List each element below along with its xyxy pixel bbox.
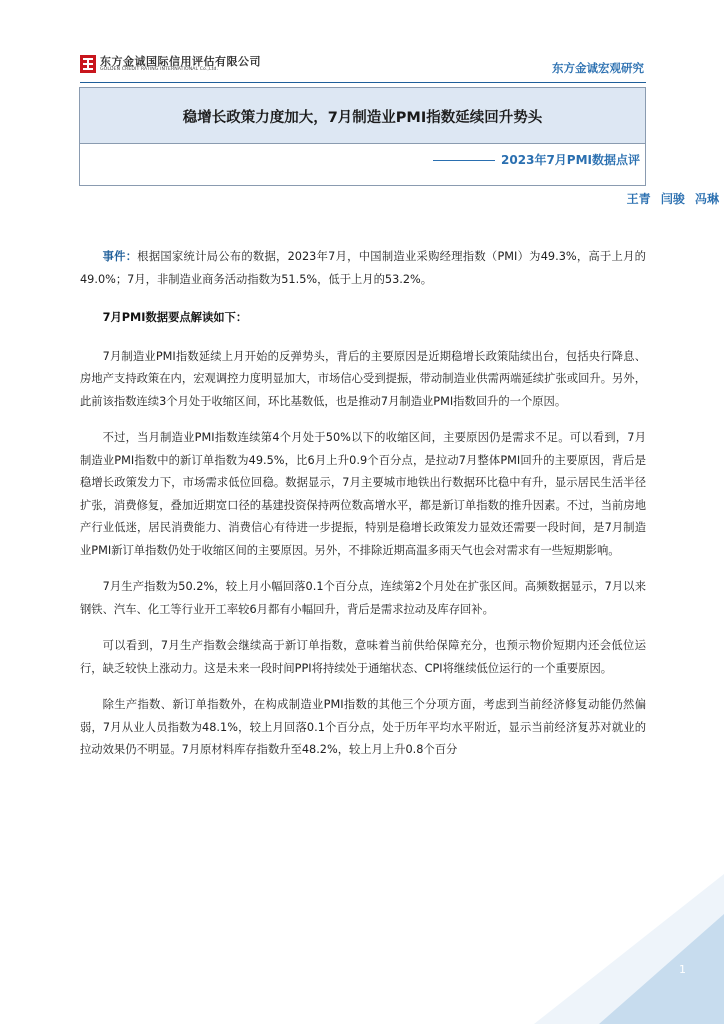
title-box bbox=[79, 87, 646, 186]
report-authors: 王青 闫骏 冯琳 bbox=[626, 192, 719, 206]
corner-decoration bbox=[504, 874, 724, 1024]
body-paragraph: 7月制造业PMI指数延续上月开始的反弹势头，背后的主要原因是近期稳增长政策陆续出台，包括央行降息、房地产支持政策在内，宏观调控力度明显加大，市场信心受到提振，带动制造业供需两端延续扩张或回升。另外，此前该指数连续3个月处于收缩区间，环比基数低，也是推动7月制造业PMI指数回升的一个原因。 bbox=[80, 349, 646, 408]
body-paragraph: 可以看到，7月生产指数会继续高于新订单指数，意味着当前供给保障充分，也预示物价短期内还会低位运行，缺乏较快上涨动力。这是未来一段时间PPI将持续处于通缩状态、CPI将继续低位运行的一个重要原因。 bbox=[80, 639, 646, 675]
company-name-en: GOLDEN CREDIT RATING INTERNATIONAL Co.,Ltd. bbox=[100, 67, 219, 72]
brand-name: 东方金诚宏观研究 bbox=[552, 61, 644, 75]
subtitle-dash-line bbox=[433, 160, 495, 162]
page-number: 1 bbox=[679, 963, 686, 976]
report-subtitle bbox=[433, 151, 640, 168]
event-text: 根据国家统计局公布的数据，2023年7月，中国制造业采购经理指数（PMI）为49.3%，高于上月的49.0%；7月，非制造业商务活动指数为51.5%，低于上月的53.2%。 bbox=[80, 250, 646, 286]
body-paragraph: 除生产指数、新订单指数外，在构成制造业PMI指数的其他三个分项方面，考虑到当前经济修复动能仍然偏弱，7月从业人员指数为48.1%，较上月回落0.1个百分点，处于历年平均水平附近，显示当前经济复苏对就业的拉动效果仍不明显。7月原材料库存指数升至48.2%，较上月上升0.8个百分 bbox=[80, 698, 646, 756]
page-title: 稳增长政策力度加大，7月制造业PMI指数延续回升势头 bbox=[182, 110, 543, 126]
event-paragraph bbox=[80, 246, 646, 291]
section-heading: 7月PMI数据要点解读如下： bbox=[102, 311, 248, 324]
event-label: 事件： bbox=[102, 250, 138, 263]
page-header bbox=[80, 50, 646, 83]
body-paragraph: 7月生产指数为50.2%，较上月小幅回落0.1个百分点，连续第2个月处在扩张区间。高频数据显示，7月以来钢铁、汽车、化工等行业开工率较6月都有小幅回升，背后是需求拉动及库存回补。 bbox=[80, 580, 646, 616]
subtitle-text: 2023年7月PMI数据点评 bbox=[501, 153, 640, 167]
body-paragraph: 不过，当月制造业PMI指数连续第4个月处于50%以下的收缩区间，主要原因仍是需求不足。可以看到，7月制造业PMI指数中的新订单指数为49.5%，比6月上升0.9个百分点，是拉动7月整体PMI回升的主要原因，背后是稳增长政策发力下，市场需求低位回稳。数据显示，7月主要城市地铁出行数据环比稳中有升，显示居民生活半径扩张，消费修复，叠加近期宽口径的基建投资保持两位数高增水平，都是新订单指数的推升因素。不过，当前房地产行业低迷，居民消费能力、消费信心有待进一步提振，特别是稳增长政策发力显效还需要一段时间，是7月制造业PMI新订单指数仍处于收缩区间的主要原因。另外，不排除近期高温多雨天气也会对需求有一些短期影响。 bbox=[80, 431, 646, 557]
company-logo-icon bbox=[80, 55, 96, 73]
title-band bbox=[80, 88, 645, 144]
company-name-cn: 东方金诚国际信用评估有限公司 bbox=[100, 55, 261, 68]
report-body bbox=[80, 246, 646, 776]
